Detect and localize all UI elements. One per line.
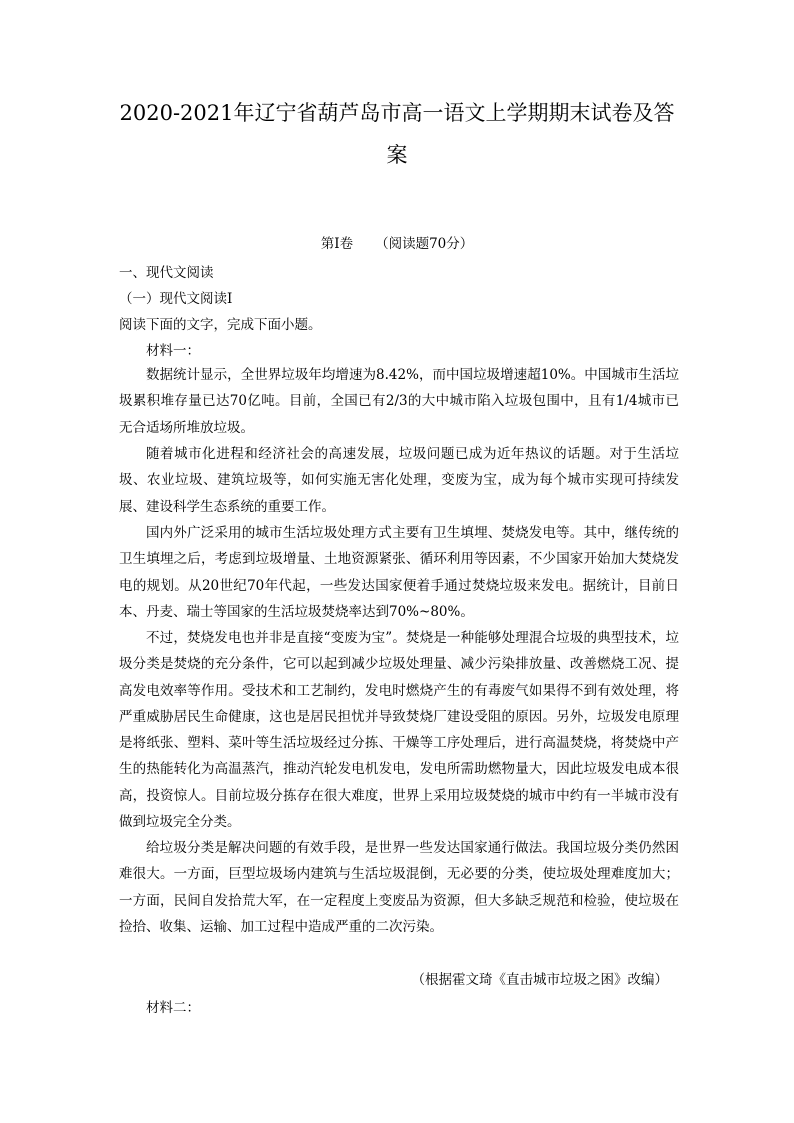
- part-heading: 一、现代文阅读: [119, 265, 214, 281]
- volume-label: 第Ⅰ卷: [320, 236, 354, 252]
- paragraph-1: 数据统计显示，全世界垃圾年均增速为8.42%，而中国垃圾增速超10%。中国城市生活垃圾累积堆存量已达70亿吨。目前，全国已有2/3的大中城市陷入垃圾包围中，且有1/4城市已无合适场所堆放垃圾。: [119, 367, 679, 436]
- paragraph-4: 不过，焚烧发电也并非是直接“变废为宝”。焚烧是一种能够处理混合垃圾的典型技术，垃圾分类是焚烧的充分条件，它可以起到减少垃圾处理量、减少污染排放量、改善燃烧工况、提高发电效率等作用。受技术和工艺制约，发电时燃烧产生的有毒废气如果得不到有效处理，将严重威胁居民生命健康，这也是居民担忧并导致焚烧厂建设受阻的原因。另外，垃圾发电原理是将纸张、塑料、菜叶等生活垃圾经过分拣、干燥等工序处理后，进行高温焚烧，将焚烧中产生的热能转化为高温蒸汽，推动汽轮发电机发电，发电所需助燃物量大，因此垃圾发电成本很高，投资惊人。目前垃圾分拣存在很大难度，世界上采用垃圾焚烧的城市中约有一半城市没有做到垃圾完全分类。: [119, 630, 679, 831]
- paragraph-3: 国内外广泛采用的城市生活垃圾处理方式主要有卫生填埋、焚烧发电等。其中，继传统的卫生填埋之后，考虑到垃圾增量、土地资源紧张、循环利用等因素，不少国家开始加大焚烧发电的规划。从20世纪70年代起，一些发达国家便着手通过焚烧垃圾来发电。据统计，目前日本、丹麦、瑞士等国家的生活垃圾焚烧率达到70%~80%。: [119, 525, 679, 620]
- subpart-heading: （一）现代文阅读Ⅰ: [119, 291, 233, 307]
- volume-note: （阅读题70分）: [375, 236, 474, 252]
- instruction-text: 阅读下面的文字，完成下面小题。: [119, 317, 322, 333]
- source-note: （根据霍文琦《直击城市垃圾之困》改编）: [411, 972, 668, 988]
- document-title-line1: 2020-2021年辽宁省葫芦岛市高一语文上学期期末试卷及答: [119, 101, 675, 125]
- material-1-label: 材料一：: [146, 343, 200, 359]
- section-heading: [0, 232, 794, 252]
- paragraph-2: 随着城市化进程和经济社会的高速发展，垃圾问题已成为近年热议的话题。对于生活垃圾、农业垃圾、建筑垃圾等，如何实施无害化处理，变废为宝，成为每个城市实现可持续发展、建设科学生态系统的重要工作。: [119, 446, 679, 515]
- document-title-line2: 案: [386, 143, 408, 167]
- material-2-label: 材料二：: [146, 1000, 200, 1016]
- paragraph-5: 给垃圾分类是解决问题的有效手段，是世界一些发达国家通行做法。我国垃圾分类仍然困难很大。一方面，巨型垃圾场内建筑与生活垃圾混倒，无必要的分类，使垃圾处理难度加大；一方面，民间自发拾荒大军，在一定程度上变废品为资源，但大多缺乏规范和检验，使垃圾在捡拾、收集、运输、加工过程中造成严重的二次污染。: [119, 840, 679, 935]
